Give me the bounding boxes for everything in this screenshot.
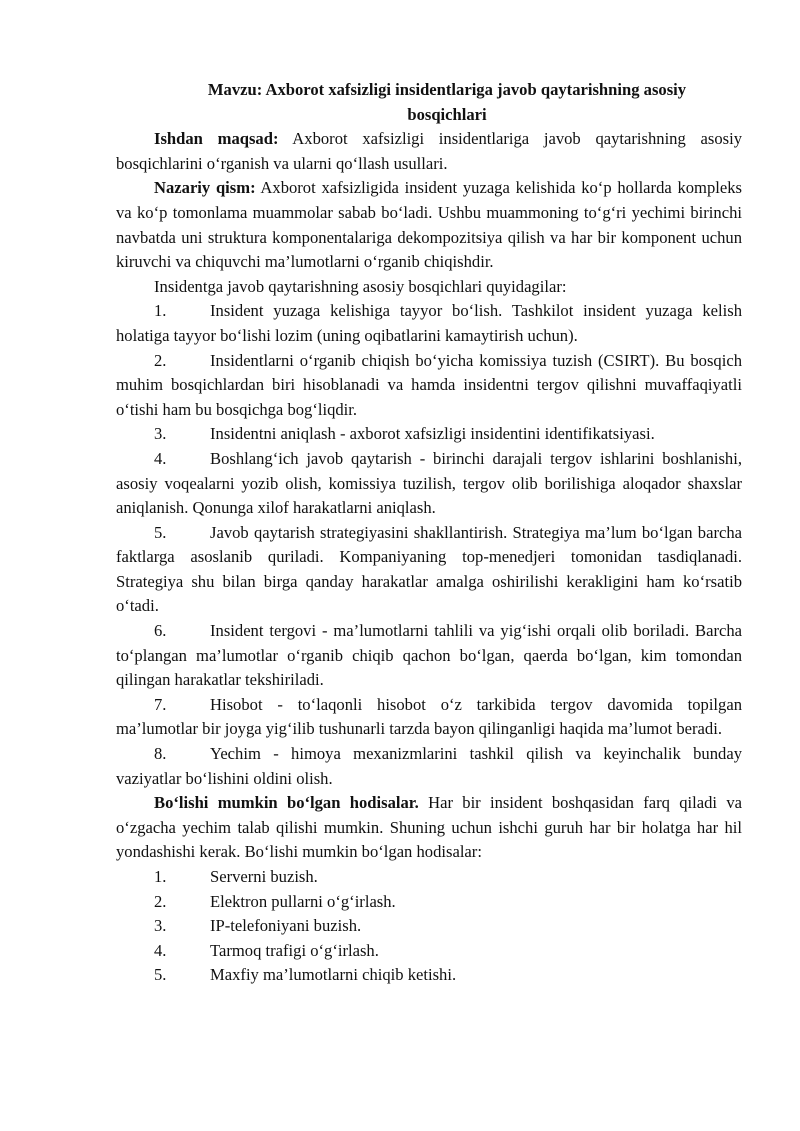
- list-item-text: Serverni buzish.: [210, 867, 318, 886]
- events-paragraph: [116, 791, 742, 865]
- list-item-text: Yechim - himoya mexanizmlarini tashkil qilish va keyinchalik bunday vaziyatlar bo‘lishini oldini olish.: [116, 744, 742, 788]
- list-item-text: Insident tergovi - ma’lumotlarni tahlili va yig‘ishi orqali olib boriladi. Barcha to‘plangan ma’lumotlar o‘rganib chiqib qachon bo‘lgan, qaerda bo‘lgan, kim tomondan qilingan harakatlar tekshiriladi.: [116, 621, 742, 690]
- list-item: [116, 939, 742, 964]
- list-item-text: IP-telefoniyani buzish.: [210, 916, 362, 936]
- stages-intro: Insidentga javob qaytarishning asosiy bosqichlari quyidagilar:: [154, 276, 567, 296]
- events-label: Bo‘lishi mumkin bo‘lgan hodisalar.: [154, 793, 419, 813]
- list-item-number: 2.: [154, 891, 167, 911]
- list-item-number: 3.: [154, 424, 167, 444]
- list-item-number: 3.: [154, 916, 167, 936]
- list-item: [116, 914, 742, 939]
- list-item: [116, 890, 742, 915]
- list-item-text: Boshlang‘ich javob qaytarish - birinchi darajali tergov ishlarini boshlanishi, asosiy voqealarni yozib olish, komissiya tuzilish, tergov olib borilishiga aloqador shaxslar aniqlanish. Qonunga xilof harakatlarni aniqlash.: [116, 448, 742, 518]
- list-item: [116, 742, 742, 791]
- title-line-2: bosqichlari: [407, 104, 487, 124]
- goal-text: Axborot xafsizligi insidentlariga javob qaytarishning asosiy bosqichlarini o‘rganish va ularni qo‘llash usullari.: [116, 129, 742, 173]
- list-item-text: Hisobot - to‘laqonli hisobot o‘z tarkibida tergov davomida topilgan ma’lumotlar bir joyga yig‘ilib tushunarli tarzda bayon qilinganligi haqida ma’lumot beradi.: [116, 694, 742, 739]
- list-item-number: 7.: [154, 694, 167, 714]
- theory-paragraph: [116, 176, 742, 274]
- list-item-text: Insident yuzaga kelishiga tayyor bo‘lish. Tashkilot insident yuzaga kelish holatiga tayyor bo‘lishi lozim (uning oqibatlarini kamaytirish uchun).: [116, 301, 742, 345]
- list-item-text: Elektron pullarni o‘g‘irlash.: [210, 891, 396, 911]
- events-text: Har bir insident boshqasidan farq qiladi va o‘zgacha yechim talab qilishi mumkin. Shuning uchun ishchi guruh har bir holatga har hil yondashishi kerak. Bo‘lishi mumkin bo‘lgan hodisalar:: [116, 793, 743, 862]
- goal-label: Ishdan maqsad:: [154, 129, 279, 149]
- list-item: [116, 619, 742, 693]
- list-item-text: Tarmoq trafigi o‘g‘irlash.: [210, 940, 379, 960]
- list-item: [116, 693, 742, 742]
- list-item-text: Maxfiy ma’lumotlarni chiqib ketishi.: [210, 965, 457, 985]
- events-list: [116, 865, 742, 988]
- list-item: [116, 963, 742, 988]
- document-title: [116, 78, 742, 127]
- document-page: [116, 78, 742, 988]
- list-item-number: 4.: [154, 448, 167, 468]
- list-item-number: 1.: [154, 867, 167, 886]
- list-item-number: 4.: [154, 940, 167, 960]
- title-line-1: Mavzu: Axborot xafsizligi insidentlariga javob qaytarishning asosiy: [207, 80, 687, 99]
- list-item: [116, 422, 742, 447]
- list-item-number: 5.: [154, 965, 167, 985]
- list-item-number: 1.: [154, 301, 167, 321]
- list-item-number: 5.: [154, 522, 167, 542]
- list-item: [116, 865, 742, 890]
- list-item: [116, 349, 742, 423]
- list-item: [116, 521, 742, 619]
- goal-paragraph: [116, 127, 742, 176]
- list-item-number: 8.: [154, 744, 167, 764]
- stages-list: [116, 299, 742, 791]
- theory-text: Axborot xafsizligida insident yuzaga kelishida ko‘p hollarda kompleks va ko‘p tomonlama muammolar sabab bo‘ladi. Ushbu muammoning to‘g‘ri yechimi birinchi navbatda uni struktura komponentalariga dekompozitsiya qilish va har bir komponent uchun kiruvchi va chiquvchi ma’lumotlarni o‘rganib chiqishdir.: [116, 178, 742, 272]
- list-item-number: 2.: [154, 350, 167, 370]
- list-item: [116, 447, 742, 521]
- theory-label: Nazariy qism:: [154, 178, 256, 198]
- list-item-number: 6.: [154, 621, 167, 641]
- list-item-text: Javob qaytarish strategiyasini shakllantirish. Strategiya ma’lum bo‘lgan barcha faktlarga asoslanib quriladi. Kompaniyaning top-menedjeri tomonidan tasdiqlanadi. Strategiya shu bilan birga qanday harakatlar amalga oshirilishi kerakligini ham ko‘rsatib o‘tadi.: [116, 522, 742, 616]
- list-item-text: Insidentni aniqlash - axborot xafsizligi insidentini identifikatsiyasi.: [210, 424, 655, 444]
- list-item-text: Insidentlarni o‘rganib chiqish bo‘yicha komissiya tuzish (CSIRT). Bu bosqich muhim bosqichlardan biri hisoblanadi va hamda insidentni tergov qilishni muvaffaqiyatli o‘tishi ham bu bosqichga bog‘liqdir.: [116, 350, 742, 419]
- list-item: [116, 299, 742, 348]
